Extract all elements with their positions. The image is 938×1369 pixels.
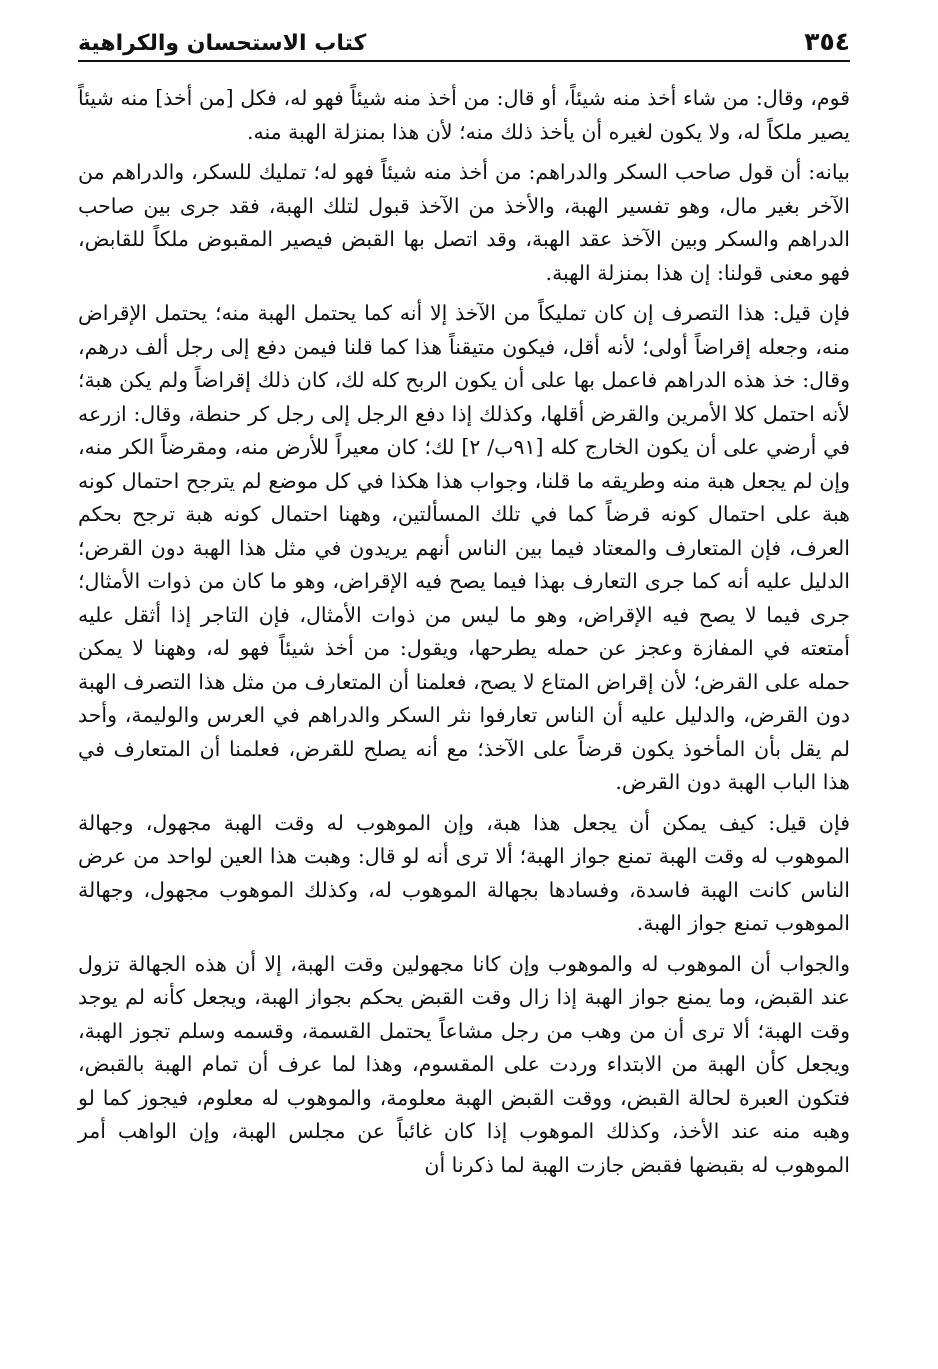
page-header [78,22,850,62]
page-number: ٣٥٤ [804,27,850,56]
paragraph: قوم، وقال: من شاء أخذ منه شيئاً، أو قال: من أخذ منه شيئاً فهو له، فكل [من أخذ] منه شيئاً يصير ملكاً له، ولا يكون لغيره أن يأخذ ذلك منه؛ لأن هذا بمنزلة الهبة منه. [78,86,850,144]
paragraph: بيانه: أن قول صاحب السكر والدراهم: من أخذ منه شيئاً فهو له؛ تمليك للسكر، والدراهم من الآخر بغير مال، وهو تفسير الهبة، والأخذ من الآخذ قبول لتلك الهبة، فقد جرى بين صاحب الدراهم والسكر وبين الآخذ عقد الهبة، وقد اتصل بها القبض فيصير المقبوض ملكاً للقابض، فهو معنى قولنا: إن هذا بمنزلة الهبة. [78,160,850,285]
paragraph: فإن قيل: هذا التصرف إن كان تمليكاً من الآخذ إلا أنه كما يحتمل الهبة منه؛ يحتمل الإقراض منه، وجعله إقراضاً أولى؛ لأنه أقل، فيكون متيقناً هذا كما قلنا فيمن دفع إلى رجل ألف درهم، وقال: خذ هذه الدراهم فاعمل بها على أن يكون الربح كله لك، كان ذلك إقراضاً ولم يكن هبة؛ لأنه احتمل كلا الأمرين والقرض أقلها، وكذلك إذا دفع الرجل إلى رجل كر حنطة، وقال: ازرعه في أرضي على أن يكون الخارج كله [٩١ب/ ٢] لك؛ كان معيراً للأرض منه، ومقرضاً الكر منه، وإن لم يجعل هبة منه وطريقه ما قلنا، وجواب هذا هكذا في كل موضع لم يترجح احتمال كونه هبة على احتمال كونه قرضاً كما في تلك المسألتين، وههنا احتمال كونه هبة ترجح بحكم العرف، فإن المتعارف والمعتاد فيما بين الناس أنهم يريدون في مثل هذا الهبة دون القرض؛ الدليل عليه أنه كما جرى التعارف بهذا فيما يصح فيه الإقراض، وهو ما كان من ذوات الأمثال؛ جرى فيما لا يصح فيه الإقراض، وهو ما ليس من ذوات الأمثال، فإن التاجر إذا أثقل عليه أمتعته في المفازة وعجز عن حمله يطرحها، ويقول: من أخذ شيئاً فهو له، وههنا لا يمكن حمله على القرض؛ لأن إقراض المتاع لا يصح، فعلمنا أن المتعارف من مثل هذا التصرف الهبة دون القرض، والدليل عليه أن الناس تعارفوا نثر السكر والدراهم في العرس والوليمة، وأحد لم يقل بأن المأخوذ يكون قرضاً على الآخذ؛ مع أنه يصلح للقرض، فعلمنا أن المتعارف في هذا الباب الهبة دون القرض. [78,301,850,794]
paragraph: والجواب أن الموهوب له والموهوب وإن كانا مجهولين وقت الهبة، إلا أن هذه الجهالة تزول عند القبض، وما يمنع جواز الهبة إذا زال وقت القبض يحكم بجواز الهبة، ويجعل كأنه لم يوجد وقت الهبة؛ ألا ترى أن من وهب من رجل مشاعاً يحتمل القسمة، وقسمه وسلم تجوز الهبة، ويجعل كأن الهبة من الابتداء وردت على المقسوم، وهذا لما عرف أن تمام الهبة بالقبض، فتكون العبرة لحالة القبض، ووقت القبض الهبة معلومة، والموهوب له معلوم، فيجوز كما لو وهبه منه عند الأخذ، وكذلك الموهوب إذا كان غائباً عن مجلس الهبة، وإن الواهب أمر الموهوب له بقبضها فقبض جازت الهبة لما ذكرنا أن [78,951,850,1177]
running-title: كتاب الاستحسان والكراهية [78,31,367,56]
body-text [78,82,850,1189]
paragraph: فإن قيل: كيف يمكن أن يجعل هذا هبة، وإن الموهوب له وقت الهبة مجهول، وجهالة الموهوب له وقت الهبة تمنع جواز الهبة؛ ألا ترى أنه لو قال: وهبت هذا العين لواحد من عرض الناس كانت الهبة فاسدة، وفسادها بجهالة الموهوب له، وكذلك الموهوب مجهول، وجهالة الموهوب تمنع جواز الهبة. [78,810,850,935]
